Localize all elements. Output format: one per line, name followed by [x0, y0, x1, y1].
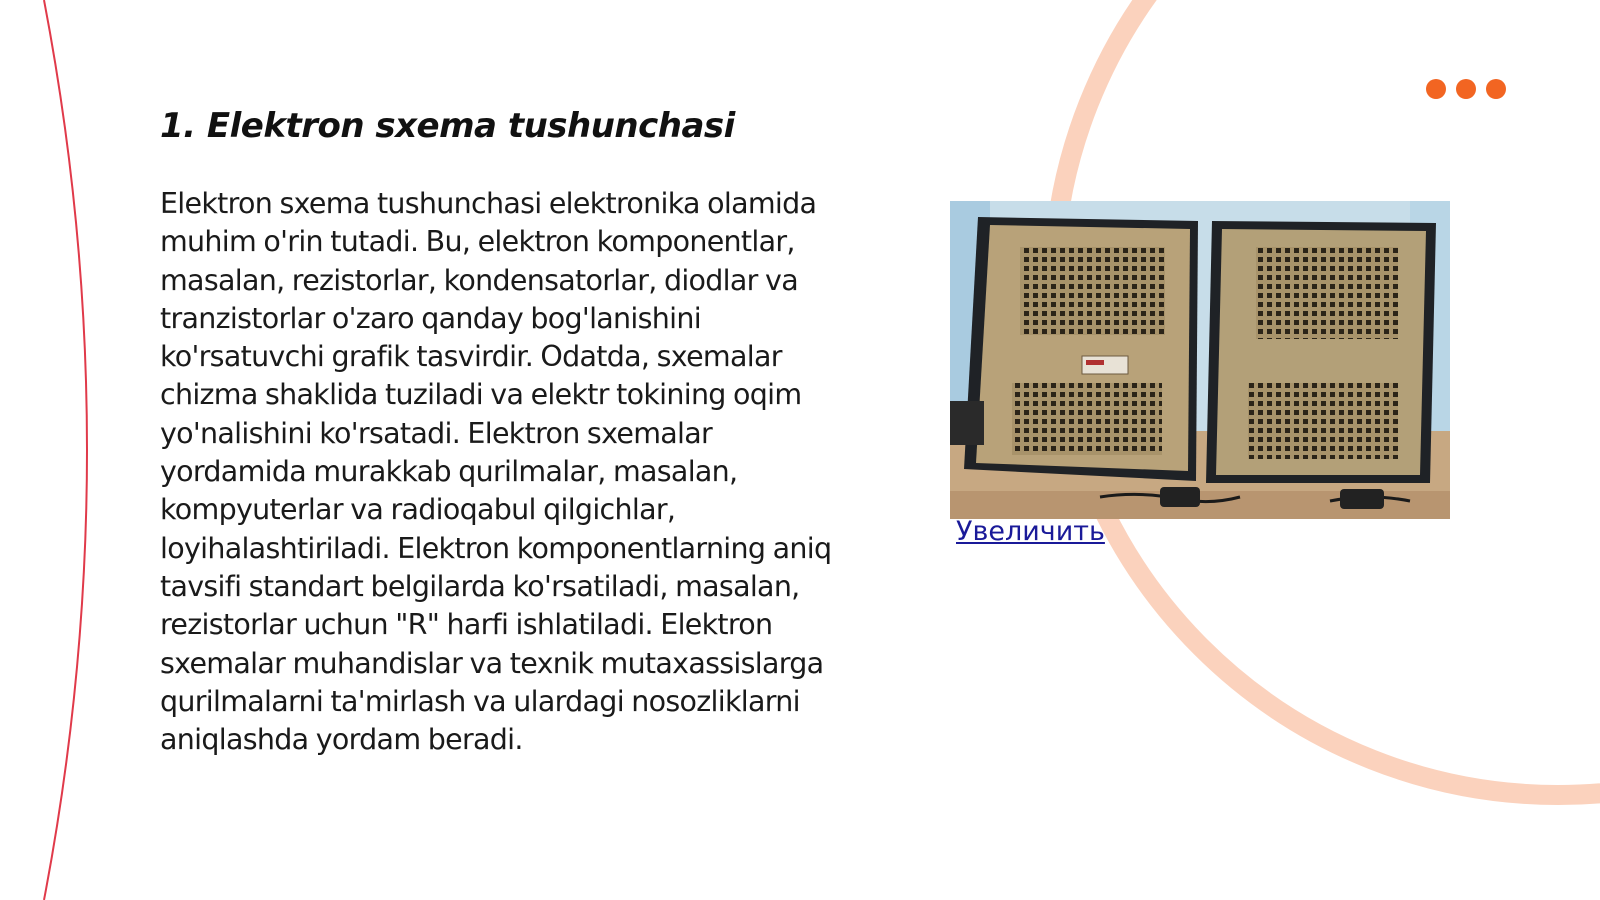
left-red-arc	[44, 0, 87, 900]
dot-icon	[1426, 79, 1446, 99]
enlarge-link[interactable]: Увеличить	[956, 516, 1105, 547]
equipment-photo	[950, 201, 1450, 519]
equipment-photo-illustration	[950, 201, 1450, 519]
dot-icon	[1456, 79, 1476, 99]
dot-icon	[1486, 79, 1506, 99]
slide-body-text: Elektron sxema tushunchasi elektronika olamida muhim o'rin tutadi. Bu, elektron komponentlar, masalan, rezistorlar, kondensatorlar, diodlar va tranzistorlar o'zaro qanday bog'lanishini ko'rsatuvchi grafik tasvirdir. Odatda, sxemalar chizma shaklida tuziladi va elektr tokining oqim yo'nalishini ko'rsatadi. Elektron sxemalar yordamida murakkab qurilmalar, masalan, kompyuterlar va radioqabul qilgichlar, loyihalashtiriladi. Elektron komponentlarning aniq tavsifi standart belgilarda ko'rsatiladi, masalan, rezistorlar uchun "R" harfi ishlatiladi. Elektron sxemalar muhandislar va texnik mutaxassislarga qurilmalarni ta'mirlash va ulardagi nosozliklarni aniqlashda yordam beradi.	[160, 187, 832, 757]
three-dots-icon	[1426, 79, 1516, 101]
slide-title: 1. Elektron sxema tushunchasi	[160, 106, 735, 146]
